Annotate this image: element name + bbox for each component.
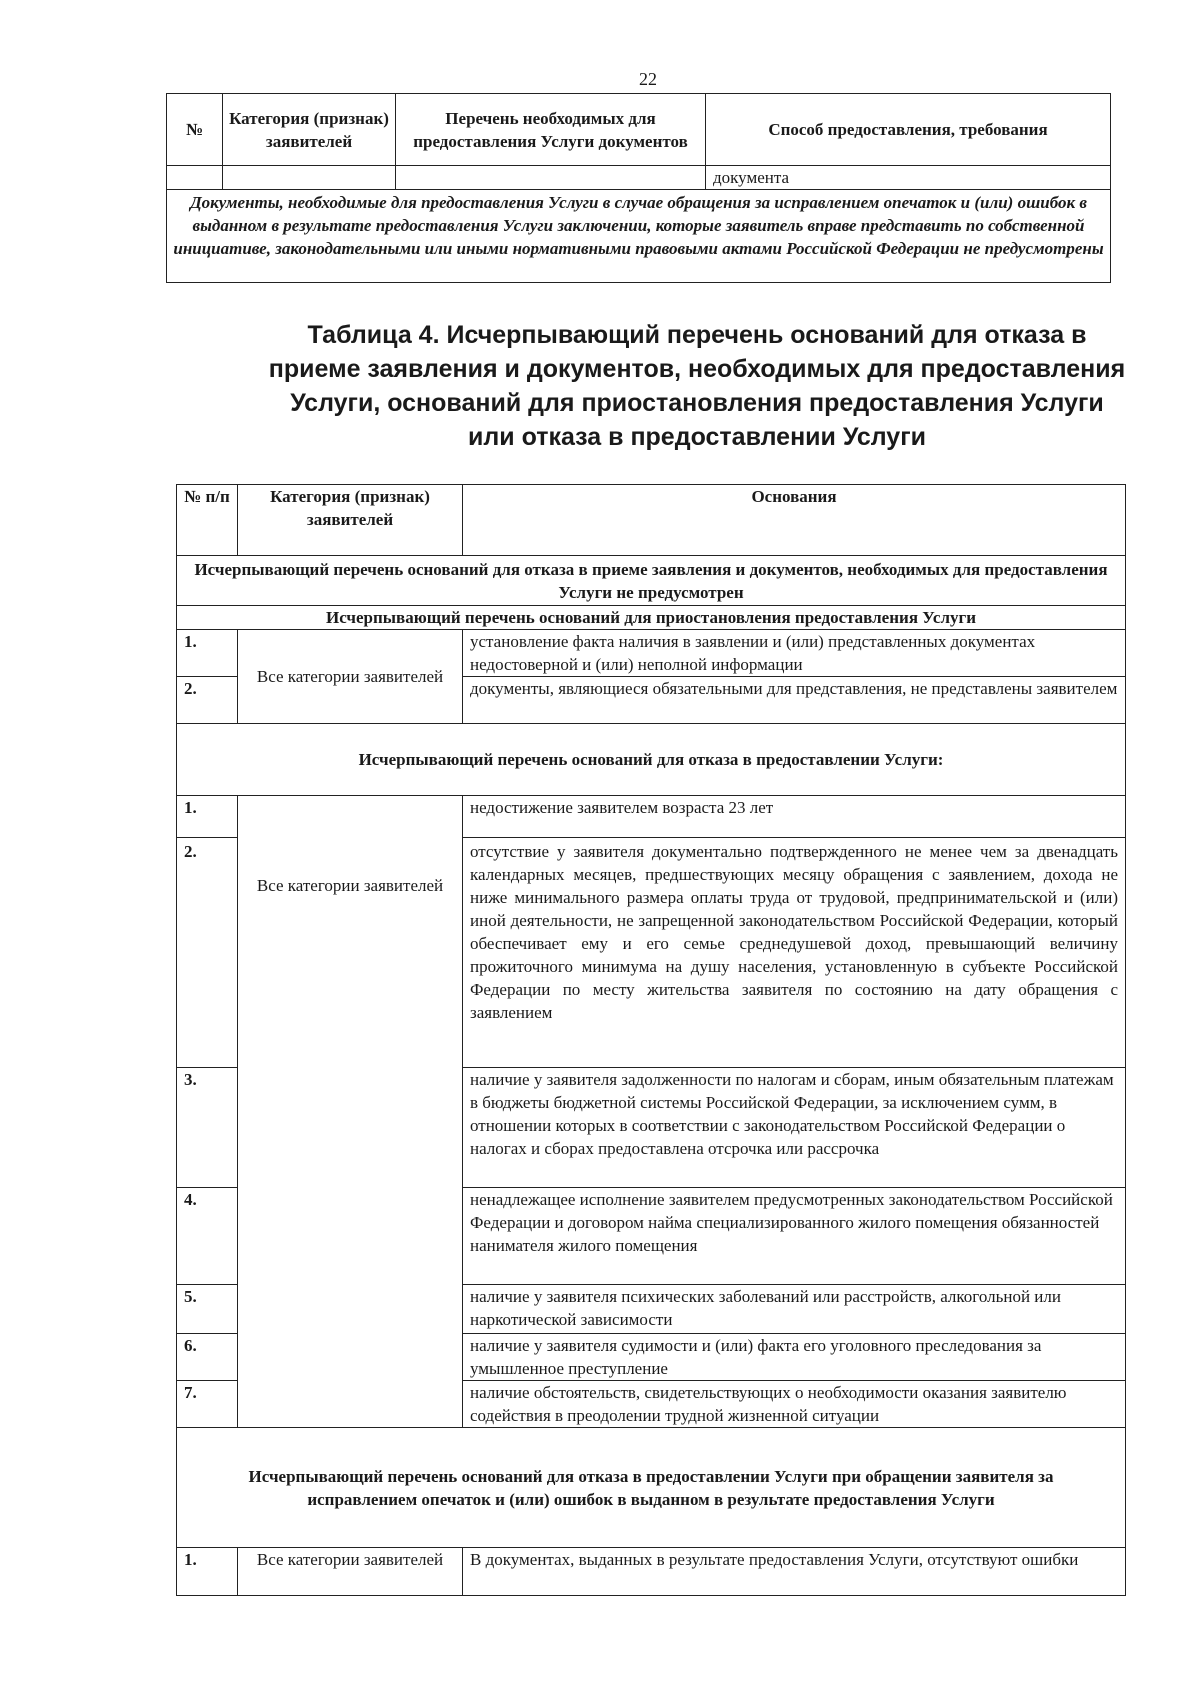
header-category: Категория (признак) заявителей	[223, 94, 396, 166]
page-number: 22	[639, 69, 657, 89]
header-documents: Перечень необходимых для предоставления Услуги документов	[396, 94, 706, 166]
ground-text: ненадлежащее исполнение заявителем предусмотренных законодательством Российской Федерации и договором найма специализированного жилого помещения обязанностей нанимателя жилого помещения	[463, 1188, 1126, 1285]
header-num: №	[167, 94, 223, 166]
section-refusal-acceptance: Исчерпывающий перечень оснований для отказа в приеме заявления и документов, необходимых для предоставления Услуги не предусмотрен	[177, 556, 1126, 606]
table-caption: Таблица 4. Исчерпывающий перечень оснований для отказа в приеме заявления и документов, необходимых для предоставления Услуги, оснований для приостановления предоставления Услуги или отказа в предоставлении Услуги	[268, 321, 1126, 451]
ground-text: В документах, выданных в результате предоставления Услуги, отсутствуют ошибки	[463, 1548, 1126, 1596]
row-number: 1.	[177, 1548, 238, 1596]
row-number: 5.	[177, 1285, 238, 1334]
category-cell: Все категории заявителей	[238, 1548, 463, 1596]
row-number: 7.	[177, 1381, 238, 1428]
ground-text: наличие обстоятельств, свидетельствующих о необходимости оказания заявителю содействия в преодолении трудной жизненной ситуации	[463, 1381, 1126, 1428]
empty-cell	[396, 166, 706, 190]
empty-cell	[167, 166, 223, 190]
ground-text: наличие у заявителя задолженности по налогам и сборам, иным обязательным платежам в бюджеты бюджетной системы Российской Федерации, за исключением сумм, в отношении которых в соответствии с законодательством Российской Федерации о налогах и сборах предоставлена отсрочка или рассрочка	[463, 1068, 1126, 1188]
section-refusal: Исчерпывающий перечень оснований для отказа в предоставлении Услуги:	[177, 724, 1126, 796]
ground-text: установление факта наличия в заявлении и (или) представленных документах недостоверной и (или) неполной информации	[463, 630, 1126, 677]
row-number: 6.	[177, 1334, 238, 1381]
row-number: 3.	[177, 1068, 238, 1188]
row-number: 4.	[177, 1188, 238, 1285]
header-grounds: Основания	[463, 485, 1126, 556]
ground-text: наличие у заявителя психических заболеваний или расстройств, алкогольной или наркотической зависимости	[463, 1285, 1126, 1334]
row-number: 2.	[177, 677, 238, 724]
category-cell: Все категории заявителей	[238, 630, 463, 724]
grounds-table	[176, 484, 1126, 1596]
previous-table-continuation	[166, 93, 1111, 283]
ground-text: наличие у заявителя судимости и (или) факта его уголовного преследования за умышленное преступление	[463, 1334, 1126, 1381]
documents-note: Документы, необходимые для предоставления Услуги в случае обращения за исправлением опечаток и (или) ошибок в выданном в результате предоставления Услуги заключении, которые заявитель вправе представить по собственной инициативе, законодательными или иными нормативными правовыми актами Российской Федерации не предусмотрены	[167, 190, 1111, 283]
header-num: № п/п	[177, 485, 238, 556]
ground-text: недостижение заявителем возраста 23 лет	[463, 796, 1126, 838]
ground-text: документы, являющиеся обязательными для представления, не представлены заявителем	[463, 677, 1126, 724]
section-corrections: Исчерпывающий перечень оснований для отказа в предоставлении Услуги при обращении заявителя за исправлением опечаток и (или) ошибок в выданном в результате предоставления Услуги	[177, 1428, 1126, 1548]
row-number: 1.	[177, 630, 238, 677]
ground-text: отсутствие у заявителя документально подтвержденного не менее чем за двенадцать календарных месяцев, предшествующих месяцу обращения с заявлением, дохода не ниже минимального размера оплаты труда от трудовой, предпринимательской и (или) иной деятельности, не запрещенной законодательством Российской Федерации, который обеспечивает ему и его семье среднедушевой доход, превышающий величину прожиточного минимума на душу населения, установленную в субъекте Российской Федерации по месту жительства заявителя по состоянию на дату обращения с заявлением	[463, 838, 1126, 1068]
section-suspension: Исчерпывающий перечень оснований для приостановления предоставления Услуги	[177, 606, 1126, 630]
header-category: Категория (признак) заявителей	[238, 485, 463, 556]
row-number: 1.	[177, 796, 238, 838]
header-method: Способ предоставления, требования	[706, 94, 1111, 166]
empty-cell	[223, 166, 396, 190]
continued-cell: документа	[706, 166, 1111, 190]
row-number: 2.	[177, 838, 238, 1068]
category-cell: Все категории заявителей	[238, 796, 463, 1428]
